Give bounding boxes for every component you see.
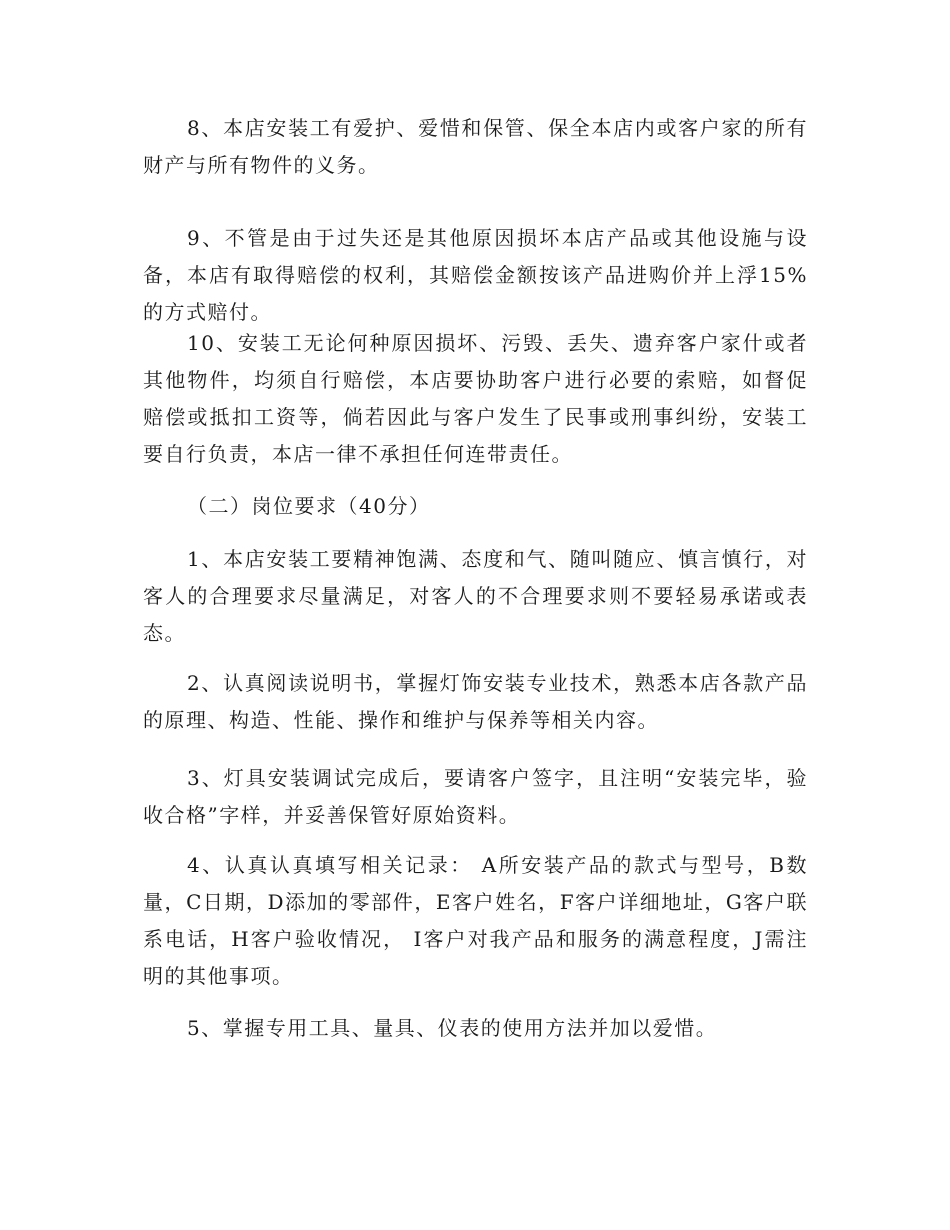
section-heading: （二）岗位要求（40分） bbox=[187, 494, 431, 518]
paragraph-item-8: 8、本店安装工有爱护、爱惜和保管、保全本店内或客户家的所有财产与所有物件的义务。 bbox=[143, 116, 808, 177]
requirement-item-5: 5、掌握专用工具、量具、仪表的使用方法并加以爱惜。 bbox=[187, 1016, 718, 1040]
requirement-item-4: 4、认真认真填写相关记录： A所安装产品的款式与型号，B数量，C日期，D添加的零部件，E客户姓名，F客户详细地址，G客户联系电话，H客户验收情况， I客户对我产品和服务的满意程度，J需注明的其他事项。 bbox=[143, 853, 808, 988]
paragraph-item-9: 9、不管是由于过失还是其他原因损坏本店产品或其他设施与设备，本店有取得赔偿的权利，其赔偿金额按该产品进购价并上浮15%的方式赔付。 bbox=[143, 226, 808, 324]
requirement-item-1: 1、本店安装工要精神饱满、态度和气、随叫随应、慎言慎行，对客人的合理要求尽量满足，对客人的不合理要求则不要轻易承诺或表态。 bbox=[143, 547, 808, 645]
paragraph-item-10: 10、安装工无论何种原因损坏、污毁、丢失、遗弃客户家什或者其他物件，均须自行赔偿，本店要协助客户进行必要的索赔，如督促赔偿或抵扣工资等，倘若因此与客户发生了民事或刑事纠纷，安装工要自行负责，本店一律不承担任何连带责任。 bbox=[143, 331, 808, 466]
requirement-item-3: 3、灯具安装调试完成后，要请客户签字，且注明“安装完毕，验收合格”字样，并妥善保管好原始资料。 bbox=[143, 766, 808, 827]
requirement-item-2: 2、认真阅读说明书，掌握灯饰安装专业技术，熟悉本店各款产品的原理、构造、性能、操作和维护与保养等相关内容。 bbox=[143, 671, 808, 732]
